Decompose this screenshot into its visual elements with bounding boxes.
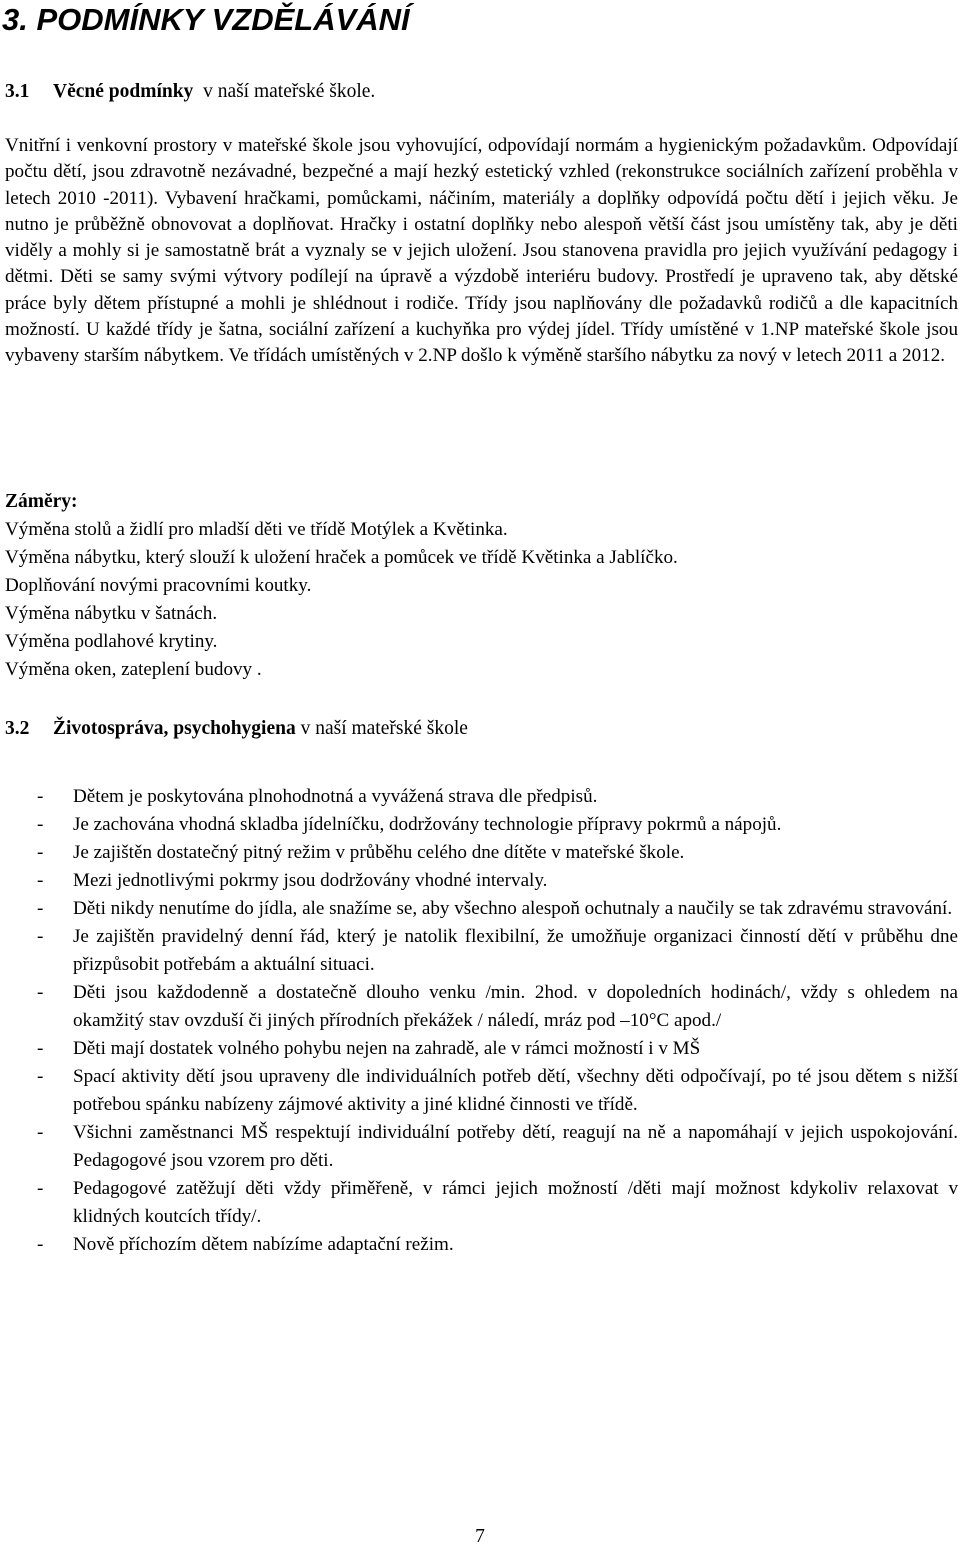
list-item-text: Děti jsou každodenně a dostatečně dlouho venku /min. 2hod. v dopoledních hodinách/, vždy s ohledem na okamžitý stav ovzduší či jiných přírodních překážek / náledí, mráz pod –10°C apod./: [73, 982, 958, 1031]
goals-heading: Záměry:: [5, 491, 78, 512]
list-item-text: Mezi jednotlivými pokrmy jsou dodržovány vhodné intervaly.: [73, 870, 548, 891]
list-item: [0, 895, 960, 923]
list-item-text: Děti nikdy nenutíme do jídla, ale snažíme se, aby všechno alespoň ochutnaly a naučily se tak zdravému stravování.: [73, 898, 953, 919]
lifestyle-bullet-list: [0, 783, 960, 1259]
list-item-text: Je zachována vhodná skladba jídelníčku, dodržovány technologie přípravy pokrmů a nápojů.: [73, 814, 782, 835]
bullet-dash: -: [37, 1066, 44, 1087]
goal-item: Výměna podlahové krytiny.: [5, 631, 218, 652]
page-number: 7: [475, 1526, 485, 1547]
goal-item: Výměna nábytku, který slouží k uložení hraček a pomůcek ve třídě Květinka a Jablíčko.: [5, 547, 678, 568]
bullet-dash: -: [37, 1038, 44, 1059]
section-heading-3-2: [5, 716, 468, 742]
list-item: [0, 867, 960, 895]
list-item: [0, 979, 960, 1035]
section-title: Životospráva, psychohygiena: [53, 718, 296, 739]
list-item: [0, 923, 960, 979]
section-title-suffix: v naší mateřské škole.: [193, 81, 376, 102]
list-item-text: Děti mají dostatek volného pohybu nejen na zahradě, ale v rámci možností i v MŠ: [73, 1038, 701, 1059]
chapter-heading: 3. PODMÍNKY VZDĚLÁVÁNÍ: [2, 2, 410, 37]
list-item: [0, 1119, 960, 1175]
list-item-text: Nově příchozím dětem nabízíme adaptační režim.: [73, 1234, 454, 1255]
list-item: [0, 811, 960, 839]
goal-item: Výměna nábytku v šatnách.: [5, 603, 218, 624]
list-item-text: Je zajištěn dostatečný pitný režim v průběhu celého dne dítěte v mateřské škole.: [73, 842, 685, 863]
bullet-dash: -: [37, 786, 44, 807]
goal-item: Výměna stolů a židlí pro mladší děti ve třídě Motýlek a Květinka.: [5, 519, 508, 540]
bullet-dash: -: [37, 870, 44, 891]
bullet-dash: -: [37, 926, 44, 947]
list-item: [0, 839, 960, 867]
section-number: 3.1: [5, 81, 30, 102]
list-item: [0, 1231, 960, 1259]
bullet-dash: -: [37, 982, 44, 1003]
list-item: [0, 1175, 960, 1231]
list-item-text: Spací aktivity dětí jsou upraveny dle individuálních potřeb dětí, všechny děti odpočívají, po té jsou dětem s nižší potřebou spánku nabízeny zájmové aktivity a jiné klidné činnosti ve třídě.: [73, 1066, 958, 1115]
list-item: [0, 783, 960, 811]
conditions-paragraph: Vnitřní i venkovní prostory v mateřské škole jsou vyhovující, odpovídají normám a hygienickým požadavkům. Odpovídají počtu dětí, jsou zdravotně nezávadné, bezpečné a mají hezký estetický vzhled (rekonstrukce sociálních zařízení proběhla v letech 2010 -2011). Vybavení hračkami, pomůckami, náčiním, materiály a doplňky odpovídá počtu dětí i jejich věku. Je nutno je průběžně obnovovat a doplňovat. Hračky i ostatní doplňky nebo alespoň větší část jsou umístěny tak, aby je děti viděly a mohly si je samostatně brát a vyznaly se v jejich uložení. Jsou stanovena pravidla pro jejich využívání pedagogy i dětmi. Děti se samy svými výtvory podílejí na úpravě a výzdobě interiéru budovy. Prostředí je upraveno tak, aby dětské práce byly dětem přístupné a mohli je shlédnout i rodiče. Třídy jsou naplňovány dle požadavků rodičů a dle kapacitních možností. U každé třídy je šatna, sociální zařízení a kuchyňka pro výdej jídel. Třídy umístěné v 1.NP mateřské škole jsou vybaveny starším nábytkem. Ve třídách umístěných v 2.NP došlo k výměně staršího nábytku za nový v letech 2011 a 2012.: [5, 135, 958, 367]
bullet-dash: -: [37, 1178, 44, 1199]
list-item: [0, 1035, 960, 1063]
section-title: Věcné podmínky: [53, 81, 194, 102]
bullet-dash: -: [37, 814, 44, 835]
section-heading-3-1: [5, 79, 375, 105]
section-number: 3.2: [5, 718, 30, 739]
bullet-dash: -: [37, 1122, 44, 1143]
bullet-dash: -: [37, 1234, 44, 1255]
bullet-dash: -: [37, 842, 44, 863]
list-item-text: Pedagogové zatěžují děti vždy přiměřeně, v rámci jejich možností /děti mají možnost kdykoliv relaxovat v klidných koutcích třídy/.: [73, 1178, 958, 1227]
goals-list: [5, 516, 678, 684]
list-item-text: Všichni zaměstnanci MŠ respektují individuální potřeby dětí, reagují na ně a napomáhají v jejich uspokojování. Pedagogové jsou vzorem pro děti.: [73, 1122, 958, 1171]
goal-item: Výměna oken, zateplení budovy .: [5, 659, 262, 680]
section-title-suffix: v naší mateřské škole: [295, 718, 468, 739]
goal-item: Doplňování novými pracovními koutky.: [5, 575, 312, 596]
bullet-dash: -: [37, 898, 44, 919]
list-item-text: Je zajištěn pravidelný denní řád, který je natolik flexibilní, že umožňuje organizaci činností dětí v průběhu dne přizpůsobit potřebám a aktuální situaci.: [73, 926, 958, 975]
list-item-text: Dětem je poskytována plnohodnotná a vyvážená strava dle předpisů.: [73, 786, 598, 807]
list-item: [0, 1063, 960, 1119]
